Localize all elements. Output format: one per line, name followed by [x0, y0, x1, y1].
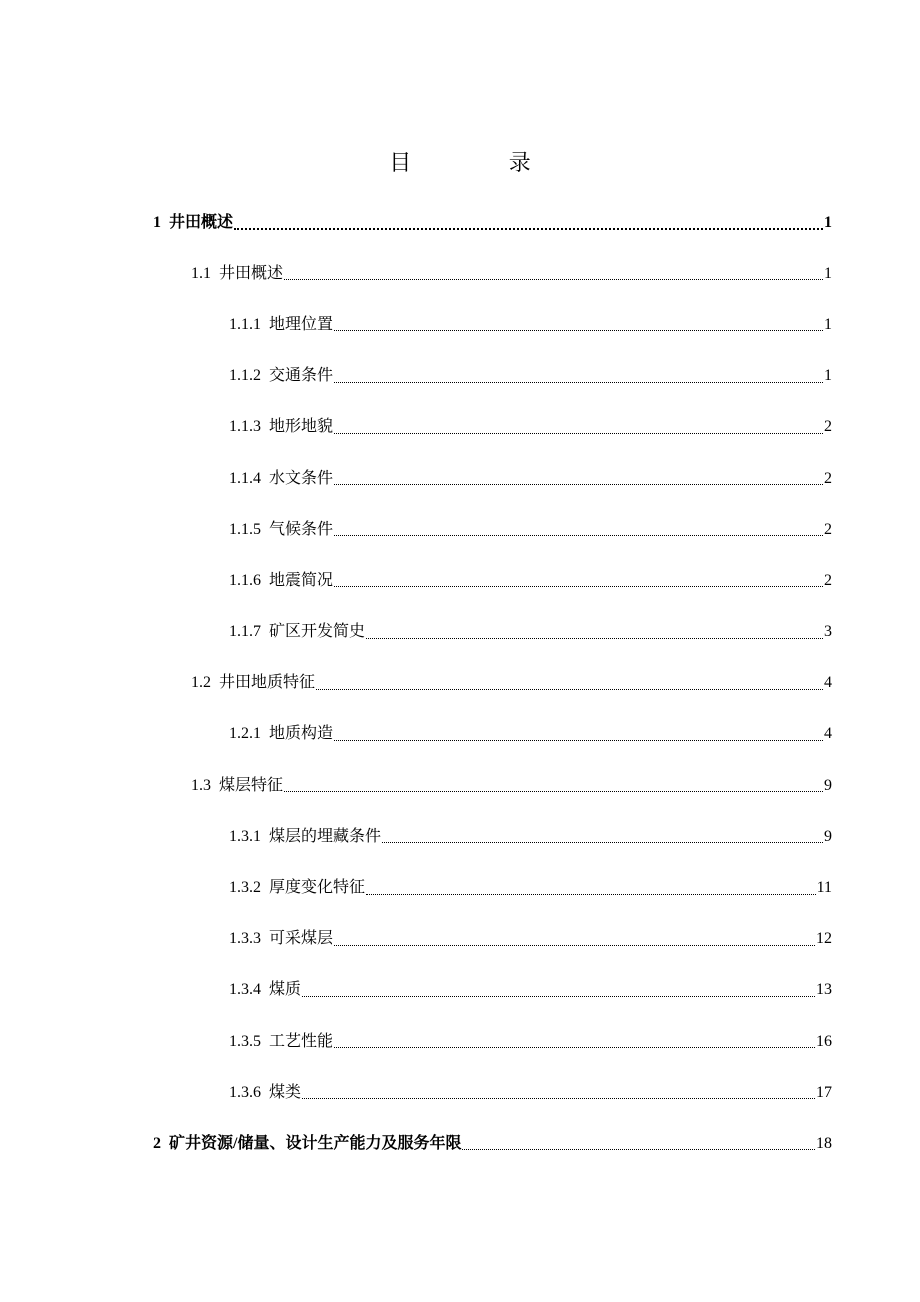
toc-entry-page-number: 11 — [816, 879, 832, 897]
toc-entry-page-number: 2 — [824, 469, 832, 487]
toc-entry-page-number: 12 — [816, 930, 832, 948]
toc-dot-leader — [366, 638, 823, 639]
toc-entry[interactable] — [0, 862, 920, 913]
toc-entry-number: 1 — [153, 213, 161, 231]
toc-dot-leader — [382, 842, 823, 843]
toc-entry[interactable] — [0, 760, 920, 811]
toc-entry-page-number: 16 — [816, 1032, 832, 1050]
toc-entry-number: 1.3.1 — [229, 827, 261, 845]
toc-entry-title: 矿井资源/储量、设计生产能力及服务年限 — [169, 1134, 462, 1152]
toc-entry-page-number: 3 — [824, 623, 832, 641]
toc-entry-title: 可采煤层 — [269, 930, 334, 948]
toc-entry-number: 1.3.2 — [229, 879, 261, 897]
toc-entry-page-number: 18 — [816, 1134, 832, 1152]
toc-entry-number: 1.1.6 — [229, 571, 261, 589]
toc-entry[interactable] — [0, 811, 920, 862]
toc-entry-page-number: 2 — [824, 520, 832, 538]
toc-entry-title: 煤层的埋藏条件 — [269, 827, 382, 845]
toc-entry-title: 地理位置 — [269, 315, 334, 333]
toc-entry[interactable] — [0, 299, 920, 350]
toc-dot-leader — [334, 484, 823, 485]
toc-dot-leader — [284, 791, 823, 792]
toc-entry-number: 1.1 — [191, 264, 211, 282]
toc-dot-leader — [334, 1047, 815, 1048]
toc-entry-number: 1.1.1 — [229, 315, 261, 333]
toc-entry[interactable] — [0, 197, 920, 248]
toc-entry-number: 1.3.6 — [229, 1083, 261, 1101]
toc-dot-leader — [334, 382, 823, 383]
toc-entry-title: 煤类 — [269, 1083, 302, 1101]
toc-entry-page-number: 4 — [824, 674, 832, 692]
toc-entry-page-number: 2 — [824, 571, 832, 589]
toc-entry-number: 1.1.3 — [229, 418, 261, 436]
toc-dot-leader — [302, 996, 815, 997]
toc-entry-page-number: 17 — [816, 1083, 832, 1101]
toc-entry[interactable] — [0, 1067, 920, 1118]
toc-dot-leader — [366, 894, 816, 895]
toc-entry-page-number: 9 — [824, 827, 832, 845]
toc-entry-title: 气候条件 — [269, 520, 334, 538]
toc-entry-title: 地形地貌 — [269, 418, 334, 436]
toc-entry-page-number: 4 — [824, 725, 832, 743]
toc-entry-page-number: 2 — [824, 418, 832, 436]
toc-dot-leader — [334, 586, 823, 587]
toc-entry-number: 1.3.4 — [229, 981, 261, 999]
toc-entry-number: 1.1.7 — [229, 623, 261, 641]
toc-entry[interactable] — [0, 453, 920, 504]
toc-entry[interactable] — [0, 248, 920, 299]
toc-entry-title: 煤层特征 — [219, 776, 284, 794]
toc-dot-leader — [316, 689, 823, 690]
toc-dot-leader — [334, 535, 823, 536]
toc-dot-leader — [284, 279, 823, 280]
toc-entry-number: 1.2 — [191, 674, 211, 692]
toc-dot-leader — [234, 228, 823, 230]
toc-dot-leader — [462, 1149, 815, 1150]
toc-entry-title: 井田概述 — [219, 264, 284, 282]
toc-entry-number: 1.1.5 — [229, 520, 261, 538]
toc-dot-leader — [334, 945, 815, 946]
toc-entry-number: 1.1.4 — [229, 469, 261, 487]
toc-entry[interactable] — [0, 914, 920, 965]
toc-entry-number: 1.2.1 — [229, 725, 261, 743]
toc-entry-number: 2 — [153, 1134, 161, 1152]
toc-entry-number: 1.3.5 — [229, 1032, 261, 1050]
toc-entry-page-number: 1 — [824, 213, 832, 231]
toc-entry-page-number: 13 — [816, 981, 832, 999]
toc-entry-title: 厚度变化特征 — [269, 879, 366, 897]
toc-entry[interactable] — [0, 402, 920, 453]
toc-entry-title: 交通条件 — [269, 367, 334, 385]
toc-entry-title: 井田概述 — [169, 213, 234, 231]
toc-entry-title: 水文条件 — [269, 469, 334, 487]
toc-entry[interactable] — [0, 709, 920, 760]
toc-entry-page-number: 1 — [824, 264, 832, 282]
toc-entry-title: 地质构造 — [269, 725, 334, 743]
toc-entry-title: 工艺性能 — [269, 1032, 334, 1050]
toc-entry[interactable] — [0, 607, 920, 658]
toc-title: 目 录 — [389, 150, 577, 175]
toc-dot-leader — [302, 1098, 815, 1099]
toc-dot-leader — [334, 330, 823, 331]
toc-entry[interactable] — [0, 555, 920, 606]
toc-entry-title: 井田地质特征 — [219, 674, 316, 692]
toc-entry-title: 地震简况 — [269, 571, 334, 589]
toc-entry-number: 1.1.2 — [229, 367, 261, 385]
toc-entry-number: 1.3.3 — [229, 930, 261, 948]
toc-entry[interactable] — [0, 1016, 920, 1067]
toc-entry-title: 煤质 — [269, 981, 302, 999]
toc-entry[interactable] — [0, 504, 920, 555]
toc-entry[interactable] — [0, 1118, 920, 1169]
toc-entry[interactable] — [0, 351, 920, 402]
toc-list — [0, 197, 920, 1170]
toc-entry-page-number: 1 — [824, 315, 832, 333]
toc-entry[interactable] — [0, 965, 920, 1016]
toc-dot-leader — [334, 433, 823, 434]
toc-entry-number: 1.3 — [191, 776, 211, 794]
toc-entry[interactable] — [0, 658, 920, 709]
toc-entry-page-number: 9 — [824, 776, 832, 794]
toc-dot-leader — [334, 740, 823, 741]
toc-entry-page-number: 1 — [824, 367, 832, 385]
toc-entry-title: 矿区开发简史 — [269, 623, 366, 641]
